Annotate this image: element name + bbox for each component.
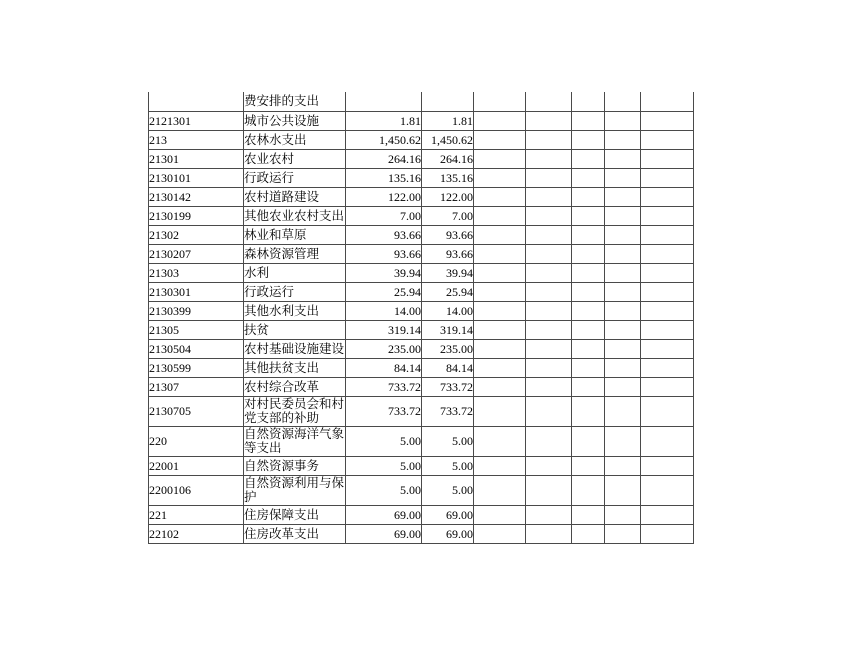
- amount-cell-2: 122.00: [422, 187, 474, 206]
- amount-cell-2: 84.14: [422, 358, 474, 377]
- code-cell: 21305: [149, 320, 244, 339]
- code-cell: 2130705: [149, 396, 244, 426]
- amount-cell-1: [346, 92, 422, 111]
- empty-cell-4: [605, 206, 641, 225]
- code-cell: 21302: [149, 225, 244, 244]
- empty-cell-4: [605, 475, 641, 505]
- empty-cell-1: [474, 225, 526, 244]
- empty-cell-3: [572, 168, 605, 187]
- empty-cell-2: [526, 206, 572, 225]
- description-cell: 森林资源管理: [244, 244, 346, 263]
- amount-cell-1: 122.00: [346, 187, 422, 206]
- table-row: [149, 301, 694, 320]
- empty-cell-3: [572, 456, 605, 475]
- empty-cell-2: [526, 426, 572, 456]
- code-cell: 220: [149, 426, 244, 456]
- empty-cell-4: [605, 377, 641, 396]
- empty-cell-4: [605, 92, 641, 111]
- empty-cell-5: [641, 168, 694, 187]
- code-cell: 2130142: [149, 187, 244, 206]
- empty-cell-1: [474, 320, 526, 339]
- empty-cell-3: [572, 505, 605, 524]
- table-row: [149, 282, 694, 301]
- empty-cell-1: [474, 396, 526, 426]
- code-cell: 2130207: [149, 244, 244, 263]
- empty-cell-1: [474, 475, 526, 505]
- table-row: [149, 187, 694, 206]
- empty-cell-2: [526, 282, 572, 301]
- empty-cell-1: [474, 358, 526, 377]
- empty-cell-5: [641, 426, 694, 456]
- table-row: [149, 263, 694, 282]
- amount-cell-1: 1.81: [346, 111, 422, 130]
- description-cell: 其他水利支出: [244, 301, 346, 320]
- empty-cell-5: [641, 92, 694, 111]
- code-cell: 21307: [149, 377, 244, 396]
- amount-cell-1: 84.14: [346, 358, 422, 377]
- empty-cell-4: [605, 505, 641, 524]
- empty-cell-5: [641, 225, 694, 244]
- empty-cell-1: [474, 505, 526, 524]
- amount-cell-2: 25.94: [422, 282, 474, 301]
- description-cell: 农村综合改革: [244, 377, 346, 396]
- description-cell: 林业和草原: [244, 225, 346, 244]
- amount-cell-2: 319.14: [422, 320, 474, 339]
- empty-cell-1: [474, 426, 526, 456]
- code-cell: 221: [149, 505, 244, 524]
- empty-cell-3: [572, 244, 605, 263]
- empty-cell-3: [572, 282, 605, 301]
- empty-cell-3: [572, 377, 605, 396]
- empty-cell-2: [526, 244, 572, 263]
- table-row: [149, 505, 694, 524]
- table-row: [149, 396, 694, 426]
- amount-cell-2: 733.72: [422, 377, 474, 396]
- empty-cell-1: [474, 187, 526, 206]
- amount-cell-1: 5.00: [346, 456, 422, 475]
- empty-cell-3: [572, 426, 605, 456]
- description-cell: 行政运行: [244, 282, 346, 301]
- empty-cell-5: [641, 187, 694, 206]
- amount-cell-2: 1,450.62: [422, 130, 474, 149]
- code-cell: 2130199: [149, 206, 244, 225]
- empty-cell-3: [572, 396, 605, 426]
- empty-cell-5: [641, 339, 694, 358]
- empty-cell-1: [474, 92, 526, 111]
- description-cell: 其他扶贫支出: [244, 358, 346, 377]
- empty-cell-4: [605, 187, 641, 206]
- description-cell: 农村基础设施建设: [244, 339, 346, 358]
- empty-cell-4: [605, 396, 641, 426]
- empty-cell-3: [572, 225, 605, 244]
- empty-cell-4: [605, 358, 641, 377]
- amount-cell-1: 39.94: [346, 263, 422, 282]
- empty-cell-4: [605, 244, 641, 263]
- empty-cell-4: [605, 225, 641, 244]
- empty-cell-5: [641, 301, 694, 320]
- description-cell: 其他农业农村支出: [244, 206, 346, 225]
- empty-cell-2: [526, 263, 572, 282]
- empty-cell-3: [572, 301, 605, 320]
- amount-cell-1: 5.00: [346, 426, 422, 456]
- amount-cell-2: [422, 92, 474, 111]
- amount-cell-2: 93.66: [422, 225, 474, 244]
- description-cell: 农业农村: [244, 149, 346, 168]
- amount-cell-2: 7.00: [422, 206, 474, 225]
- table-row: [149, 524, 694, 543]
- table-row: [149, 130, 694, 149]
- empty-cell-2: [526, 339, 572, 358]
- code-cell: 213: [149, 130, 244, 149]
- empty-cell-3: [572, 320, 605, 339]
- table-row: [149, 225, 694, 244]
- code-cell: [149, 92, 244, 111]
- code-cell: 21301: [149, 149, 244, 168]
- table-row: [149, 244, 694, 263]
- description-cell: 住房改革支出: [244, 524, 346, 543]
- amount-cell-1: 7.00: [346, 206, 422, 225]
- table-row: [149, 320, 694, 339]
- empty-cell-5: [641, 130, 694, 149]
- amount-cell-2: 39.94: [422, 263, 474, 282]
- amount-cell-2: 264.16: [422, 149, 474, 168]
- empty-cell-1: [474, 244, 526, 263]
- empty-cell-4: [605, 426, 641, 456]
- amount-cell-1: 1,450.62: [346, 130, 422, 149]
- empty-cell-4: [605, 320, 641, 339]
- empty-cell-5: [641, 320, 694, 339]
- amount-cell-1: 319.14: [346, 320, 422, 339]
- description-cell: 农林水支出: [244, 130, 346, 149]
- empty-cell-5: [641, 524, 694, 543]
- empty-cell-2: [526, 358, 572, 377]
- empty-cell-1: [474, 206, 526, 225]
- amount-cell-2: 69.00: [422, 505, 474, 524]
- empty-cell-1: [474, 339, 526, 358]
- table-row: [149, 339, 694, 358]
- empty-cell-2: [526, 396, 572, 426]
- empty-cell-1: [474, 130, 526, 149]
- description-cell: 费安排的支出: [244, 92, 346, 111]
- empty-cell-2: [526, 320, 572, 339]
- amount-cell-1: 93.66: [346, 244, 422, 263]
- empty-cell-5: [641, 206, 694, 225]
- amount-cell-1: 25.94: [346, 282, 422, 301]
- empty-cell-5: [641, 282, 694, 301]
- amount-cell-1: 733.72: [346, 396, 422, 426]
- empty-cell-5: [641, 244, 694, 263]
- amount-cell-1: 264.16: [346, 149, 422, 168]
- description-cell: 自然资源事务: [244, 456, 346, 475]
- code-cell: 2130599: [149, 358, 244, 377]
- amount-cell-2: 1.81: [422, 111, 474, 130]
- empty-cell-2: [526, 377, 572, 396]
- empty-cell-3: [572, 149, 605, 168]
- code-cell: 2130301: [149, 282, 244, 301]
- description-cell: 扶贫: [244, 320, 346, 339]
- empty-cell-1: [474, 524, 526, 543]
- empty-cell-2: [526, 505, 572, 524]
- empty-cell-3: [572, 475, 605, 505]
- empty-cell-5: [641, 456, 694, 475]
- amount-cell-2: 5.00: [422, 426, 474, 456]
- amount-cell-2: 5.00: [422, 475, 474, 505]
- empty-cell-2: [526, 456, 572, 475]
- amount-cell-1: 69.00: [346, 505, 422, 524]
- empty-cell-5: [641, 149, 694, 168]
- code-cell: 22102: [149, 524, 244, 543]
- description-cell: 对村民委员会和村党支部的补助: [244, 397, 345, 425]
- description-cell: 自然资源利用与保护: [244, 476, 345, 504]
- empty-cell-4: [605, 456, 641, 475]
- empty-cell-3: [572, 111, 605, 130]
- description-cell: 水利: [244, 263, 346, 282]
- empty-cell-1: [474, 377, 526, 396]
- empty-cell-4: [605, 282, 641, 301]
- empty-cell-1: [474, 263, 526, 282]
- empty-cell-4: [605, 339, 641, 358]
- budget-table: [148, 92, 694, 544]
- code-cell: 2130101: [149, 168, 244, 187]
- amount-cell-1: 14.00: [346, 301, 422, 320]
- table-row: [149, 377, 694, 396]
- empty-cell-2: [526, 301, 572, 320]
- amount-cell-2: 5.00: [422, 456, 474, 475]
- empty-cell-3: [572, 263, 605, 282]
- amount-cell-2: 733.72: [422, 396, 474, 426]
- empty-cell-3: [572, 358, 605, 377]
- description-cell: 住房保障支出: [244, 505, 346, 524]
- empty-cell-1: [474, 456, 526, 475]
- empty-cell-5: [641, 358, 694, 377]
- amount-cell-1: 5.00: [346, 475, 422, 505]
- empty-cell-5: [641, 111, 694, 130]
- empty-cell-4: [605, 168, 641, 187]
- amount-cell-2: 135.16: [422, 168, 474, 187]
- empty-cell-2: [526, 524, 572, 543]
- empty-cell-2: [526, 130, 572, 149]
- empty-cell-2: [526, 187, 572, 206]
- table-row: [149, 149, 694, 168]
- table-row: [149, 358, 694, 377]
- empty-cell-2: [526, 149, 572, 168]
- table-row: [149, 456, 694, 475]
- amount-cell-2: 14.00: [422, 301, 474, 320]
- table-row: [149, 168, 694, 187]
- amount-cell-2: 235.00: [422, 339, 474, 358]
- empty-cell-2: [526, 475, 572, 505]
- amount-cell-1: 235.00: [346, 339, 422, 358]
- empty-cell-2: [526, 92, 572, 111]
- empty-cell-5: [641, 475, 694, 505]
- description-cell: 自然资源海洋气象等支出: [244, 427, 345, 455]
- empty-cell-3: [572, 524, 605, 543]
- empty-cell-1: [474, 282, 526, 301]
- code-cell: 2130504: [149, 339, 244, 358]
- empty-cell-1: [474, 168, 526, 187]
- empty-cell-5: [641, 377, 694, 396]
- empty-cell-5: [641, 505, 694, 524]
- empty-cell-2: [526, 111, 572, 130]
- amount-cell-1: 135.16: [346, 168, 422, 187]
- empty-cell-3: [572, 206, 605, 225]
- empty-cell-3: [572, 130, 605, 149]
- empty-cell-3: [572, 92, 605, 111]
- empty-cell-3: [572, 187, 605, 206]
- amount-cell-1: 69.00: [346, 524, 422, 543]
- empty-cell-4: [605, 130, 641, 149]
- empty-cell-4: [605, 263, 641, 282]
- amount-cell-2: 93.66: [422, 244, 474, 263]
- empty-cell-1: [474, 301, 526, 320]
- empty-cell-5: [641, 263, 694, 282]
- code-cell: 2200106: [149, 475, 244, 505]
- code-cell: 22001: [149, 456, 244, 475]
- amount-cell-1: 93.66: [346, 225, 422, 244]
- code-cell: 21303: [149, 263, 244, 282]
- empty-cell-4: [605, 111, 641, 130]
- table-row: [149, 111, 694, 130]
- description-cell: 农村道路建设: [244, 187, 346, 206]
- table-row: [149, 92, 694, 111]
- table-row: [149, 426, 694, 456]
- amount-cell-1: 733.72: [346, 377, 422, 396]
- empty-cell-4: [605, 149, 641, 168]
- empty-cell-4: [605, 301, 641, 320]
- empty-cell-4: [605, 524, 641, 543]
- table-row: [149, 206, 694, 225]
- empty-cell-2: [526, 168, 572, 187]
- empty-cell-1: [474, 111, 526, 130]
- empty-cell-5: [641, 396, 694, 426]
- table-row: [149, 475, 694, 505]
- code-cell: 2130399: [149, 301, 244, 320]
- amount-cell-2: 69.00: [422, 524, 474, 543]
- description-cell: 行政运行: [244, 168, 346, 187]
- description-cell: 城市公共设施: [244, 111, 346, 130]
- empty-cell-3: [572, 339, 605, 358]
- empty-cell-1: [474, 149, 526, 168]
- code-cell: 2121301: [149, 111, 244, 130]
- empty-cell-2: [526, 225, 572, 244]
